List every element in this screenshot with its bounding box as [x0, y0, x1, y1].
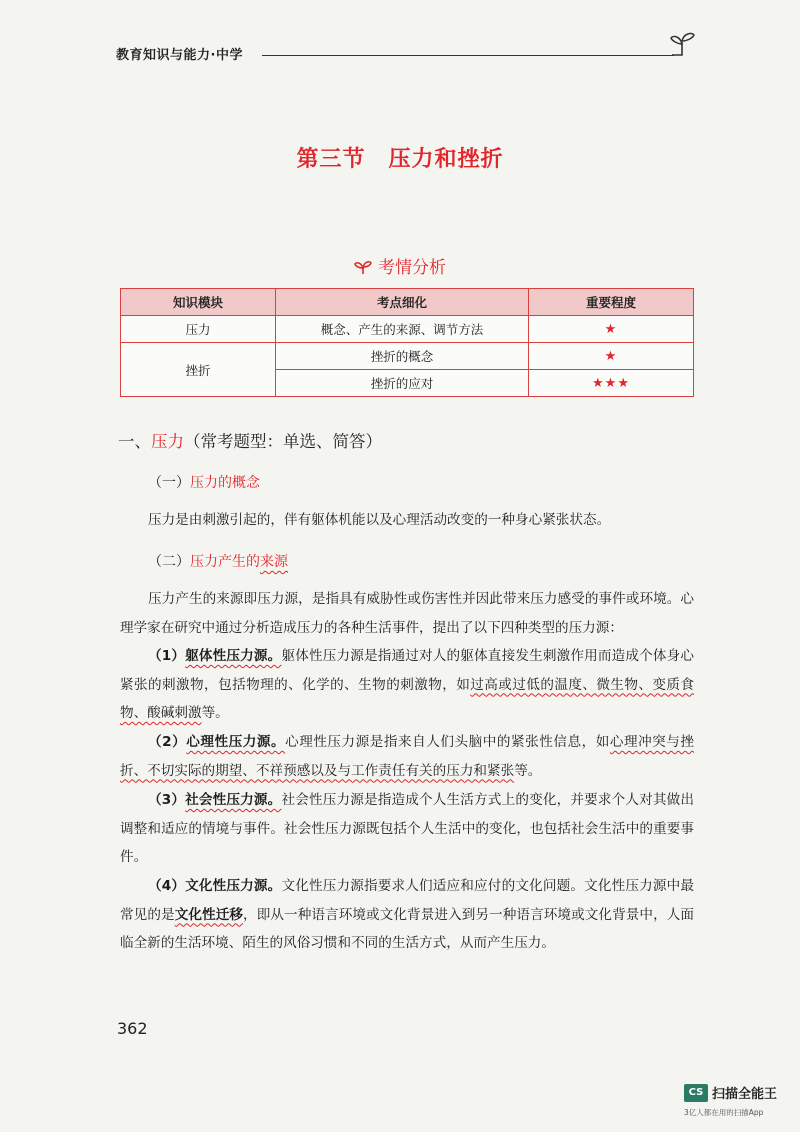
list-item — [120, 642, 694, 728]
list-text: 躯体性压力源是指通过对人的躯体直接发生刺激作用而造成个体身心紧张的刺激物，包括物理的、化学的、生物的刺激物，如 — [120, 648, 695, 693]
subsection-title-part: 压力产生的 — [190, 554, 260, 570]
paragraph: 压力产生的来源即压力源，是指具有威胁性或伤害性并因此带来压力感受的事件或环境。心理学家在研究中通过分析造成压力的各种生活事件，提出了以下四种类型的压力源： — [120, 591, 694, 636]
list-item — [120, 786, 694, 872]
exam-analysis-heading — [0, 253, 800, 278]
list-item — [120, 872, 694, 958]
subsection-number: （一） — [148, 475, 190, 491]
chapter-title: 第三节 压力和挫折 — [296, 147, 504, 172]
list-text: 心理性压力源是指来自人们头脑中的紧张性信息，如 — [285, 734, 610, 750]
cell-point: 概念、产生的来源、调节方法 — [276, 316, 529, 343]
list-key-text: 过高或过低的温度、微生物、变质食物、酸碱刺激 — [120, 676, 695, 721]
paragraph: 压力是由刺激引起的，伴有躯体机能以及心理活动改变的一种身心紧张状态。 — [148, 512, 611, 528]
page-number: 362 — [117, 1019, 148, 1038]
cell-importance: ★ — [529, 343, 694, 370]
list-text-end: 等。 — [514, 762, 542, 779]
column-header-importance: 重要程度 — [529, 289, 694, 316]
list-number: （1） — [148, 648, 186, 664]
scanner-watermark — [684, 1081, 794, 1121]
cell-module: 压力 — [121, 316, 276, 343]
list-key-text: 心理冲突与挫折、不切实际的期望、不祥预感以及与工作责任有关的压力和紧张 — [120, 734, 695, 779]
table-row — [121, 316, 694, 343]
scanner-tagline: 3亿人都在用的扫描App — [684, 1108, 764, 1117]
list-number: （4） — [148, 878, 186, 894]
list-text: 文化性压力源指要求人们适应和应付的文化问题。文化性压力源中最常见的是 — [120, 878, 695, 923]
list-number: （2） — [148, 734, 187, 750]
leaf-icon — [354, 259, 372, 275]
running-header-title: 教育知识与能力·中学 — [116, 48, 243, 63]
list-term: 文化性压力源。 — [185, 878, 282, 894]
scanner-logo-icon: CS — [684, 1084, 708, 1102]
list-number: （3） — [148, 792, 186, 808]
list-term: 躯体性压力源。 — [185, 648, 282, 664]
list-text-end: 等。 — [201, 705, 229, 721]
subsection-number: （二） — [148, 554, 190, 570]
exam-analysis-table — [120, 288, 694, 397]
sprout-icon — [668, 28, 696, 60]
subsection-title-emphasis: 来源 — [260, 554, 288, 570]
list-item — [120, 728, 694, 785]
list-key-text: 文化性迁移 — [174, 906, 244, 923]
header-rule — [262, 55, 674, 56]
subsection-title: 压力的概念 — [190, 475, 260, 491]
scanner-app-name: 扫描全能王 — [712, 1087, 778, 1102]
list-term: 社会性压力源。 — [185, 792, 282, 808]
section-heading — [118, 428, 382, 452]
table-header-row — [121, 289, 694, 316]
column-header-point: 考点细化 — [276, 289, 529, 316]
cell-module: 挫折 — [121, 343, 276, 397]
subsection-heading — [148, 472, 260, 492]
cell-importance: ★★★ — [529, 370, 694, 397]
cell-point: 挫折的概念 — [276, 343, 529, 370]
list-text-end: ，即从一种语言环境或文化背景进入到另一种语言环境或文化背景中，人面临全新的生活环境、陌生的风俗习惯和不同的生活方式，从而产生压力。 — [120, 906, 695, 951]
section-note: （常考题型：单选、简答） — [184, 432, 382, 451]
list-term: 心理性压力源。 — [186, 734, 286, 750]
column-header-module: 知识模块 — [121, 289, 276, 316]
subsection-heading — [148, 551, 288, 571]
section-title: 压力 — [151, 432, 184, 451]
list-text: 社会性压力源是指造成个人生活方式上的变化，并要求个人对其做出调整和适应的情境与事件。社会性压力源既包括个人生活中的变化，也包括社会生活中的重要事件。 — [120, 792, 695, 865]
cell-importance: ★ — [529, 316, 694, 343]
section-number: 一、 — [118, 432, 151, 451]
table-row — [121, 343, 694, 370]
cell-point: 挫折的应对 — [276, 370, 529, 397]
exam-analysis-label: 考情分析 — [378, 258, 446, 278]
